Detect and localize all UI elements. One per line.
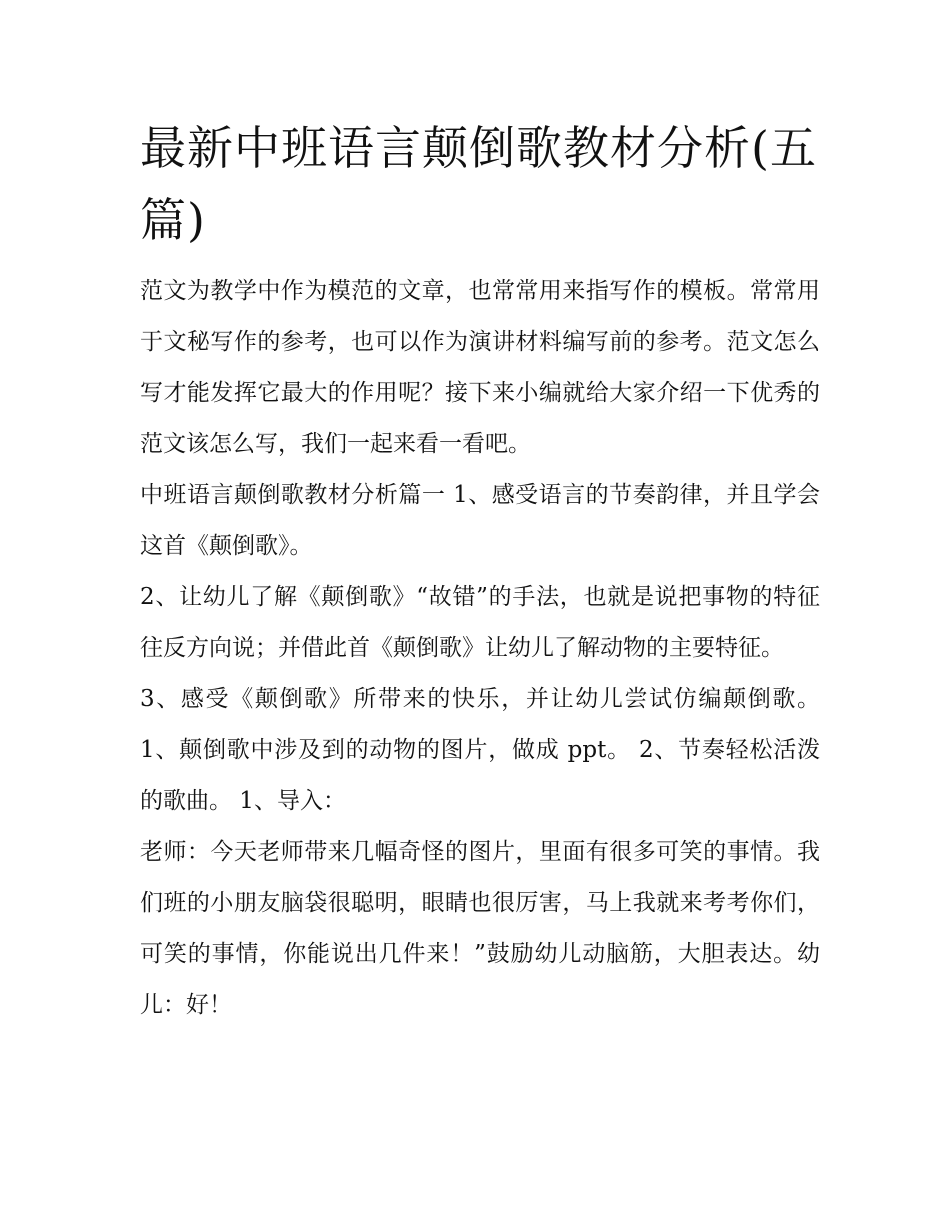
section-one-goal-2: 2、让幼儿了解《颠倒歌》“故错”的手法，也就是说把事物的特征往反方向说；并借此首《颠倒歌》让幼儿了解动物的主要特征。 (140, 584, 820, 661)
document-page (140, 112, 820, 1031)
section-one-goal-3-and-prep: 3、感受《颠倒歌》所带来的快乐，并让幼儿尝试仿编颠倒歌。 1、颠倒歌中涉及到的动物的图片，做成 ppt。 2、节奏轻松活泼的歌曲。 1、导入： (140, 686, 820, 814)
intro-paragraph: 范文为教学中作为模范的文章，也常常用来指写作的模板。常常用于文秘写作的参考，也可以作为演讲材料编写前的参考。范文怎么写才能发挥它最大的作用呢？接下来小编就给大家介绍一下优秀的范文该怎么写，我们一起来看一看吧。 (140, 278, 820, 457)
teacher-dialogue: 老师：今天老师带来几幅奇怪的图片，里面有很多可笑的事情。我们班的小朋友脑袋很聪明，眼睛也很厉害，马上我就来考考你们，可笑的事情，你能说出几件来！”鼓励幼儿动脑筋，大胆表达。幼儿：好！ (140, 839, 820, 1018)
document-title: 最新中班语言颠倒歌教材分析(五篇) (140, 121, 817, 247)
section-one-goal-1: 中班语言颠倒歌教材分析篇一 1、感受语言的节奏韵律，并且学会这首《颠倒歌》。 (140, 482, 820, 559)
